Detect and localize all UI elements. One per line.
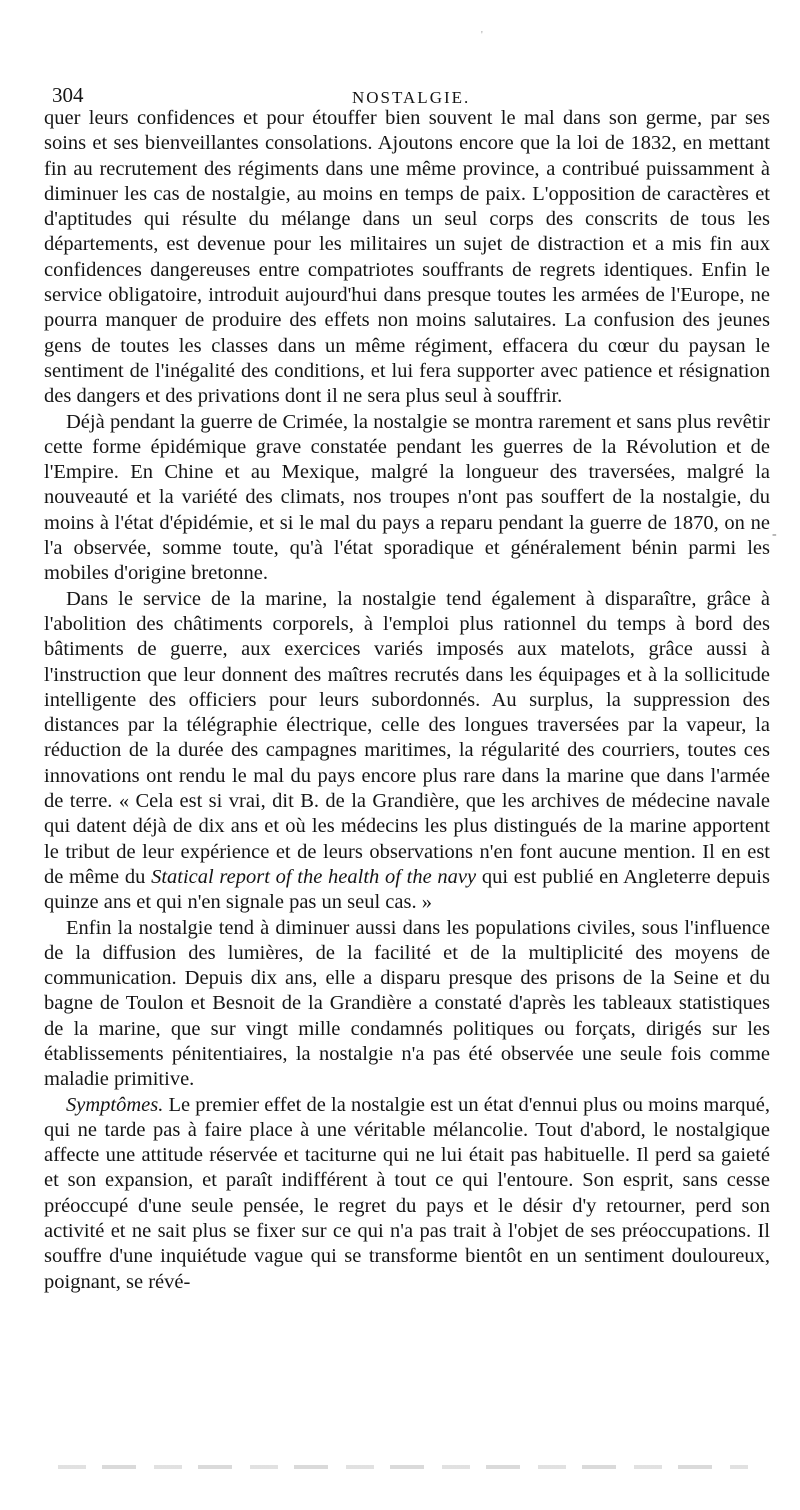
paragraph-continued <box>44 106 770 410</box>
section-lead-symptoms: Symptômes. <box>66 1093 164 1116</box>
running-title: NOSTALGIE. <box>352 88 471 107</box>
margin-mark: - <box>772 527 777 542</box>
paragraph-civil-populations <box>44 916 770 1093</box>
paragraph-text: quer leurs confidences et pour étouffer bien souvent le mal dans son germe, par ses soins et ses bienveillantes consolations. Ajoutons encore que la loi de 1832, en mettant fin au recrutement des régiments dans une même province, a contribué puissamment à diminuer les cas de nostalgie, au moins en temps de paix. L'opposition de caractères et d'aptitudes qui résulte du mélange dans un seul corps des conscrits de tous les départements, est devenue pour les militaires un sujet de distraction et a mis fin aux confidences dangereuses entre compatriotes souffrants de regrets identiques. Enfin le service obligatoire, introduit aujourd'hui dans presque toutes les armées de l'Europe, ne pourra manquer de produire des effets non moins salutaires. La confusion des jeunes gens de toutes les classes dans un même régiment, effacera du cœur du paysan le sentiment de l'inégalité des conditions, et lui fera supporter avec patience et résignation des dangers et des privations dont il ne sera plus seul à souffrir. <box>44 107 770 408</box>
bottom-scan-noise <box>58 1465 748 1469</box>
paragraph-text-before-italic: Dans le service de la marine, la nostalgie tend également à disparaître, grâce à l'abolition des châtiments corporels, à l'emploi plus rationnel du temps à bord des bâtiments de guerre, aux exercices variés imposés aux matelots, grâce aussi à l'instruction que leur donnent des maîtres recrutés dans les équipages et à la sollicitude intelligente des officiers pour leurs subordonnés. Au surplus, la suppression des distances par la télégraphie électrique, celle des longues traversées par la vapeur, la réduction de la durée des campagnes maritimes, la régularité des courriers, toutes ces innovations ont rendu le mal du pays encore plus rare dans la marine que dans l'armée de terre. « Cela est si vrai, dit B. de la Grandière, que les archives de médecine navale qui datent déjà de dix ans et où les médecins les plus distingués de la marine apportent le tribut de leur expérience et de leurs observations n'en font aucune mention. Il en est de même du <box>44 587 770 888</box>
page-number: 304 <box>52 83 84 107</box>
paragraph-crimea <box>44 410 770 587</box>
italic-report-title: Statical report of the health of the navy <box>151 865 477 888</box>
paragraph-marine <box>44 587 770 916</box>
paragraph-text: Enfin la nostalgie tend à diminuer aussi dans les populations civiles, sous l'influence de la diffusion des lumières, de la facilité et de la multiplicité des moyens de communication. Depuis dix ans, elle a disparu presque des prisons de la Seine et du bagne de Toulon et Besnoit de la Grandière a constaté d'après les tableaux statistiques de la marine, que sur vingt mille condamnés politiques ou forçats, dirigés sur les établissements pénitentiaires, la nostalgie n'a pas été observée une seule fois comme maladie primitive. <box>44 916 770 1091</box>
paragraph-symptoms <box>44 1093 770 1295</box>
paragraph-text: Déjà pendant la guerre de Crimée, la nostalgie se montra rarement et sans plus revêtir cette forme épidémique grave constatée pendant les guerres de la Révolution et de l'Empire. En Chine et au Mexique, malgré la longueur des traversées, malgré la nouveauté et la variété des climats, nos troupes n'ont pas souffert de la nostalgie, du moins à l'état d'épidémie, et si le mal du pays a reparu pendant la guerre de 1870, on ne l'a observée, somme toute, qu'à l'état sporadique et généralement bénin parmi les mobiles d'origine bretonne. <box>44 410 770 585</box>
paragraph-text: Le premier effet de la nostalgie est un état d'ennui plus ou moins marqué, qui ne tarde pas à faire place à une véritable mélancolie. Tout d'abord, le nostalgique affecte une attitude réservée et taciturne qui ne lui était pas habituelle. Il perd sa gaieté et son expansion, et paraît indifférent à tout ce qui l'entoure. Son esprit, sans cesse préoccupé d'une seule pensée, le regret du pays et le désir d'y retourner, perd son activité et ne sait plus se fixer sur ce qui n'a pas trait à l'objet de ses préoccupations. Il souffre d'une inquiétude vague qui se transforme bientôt en un sentiment douloureux, poignant, se révé- <box>44 1093 770 1293</box>
body-text <box>44 106 770 1295</box>
paragraph-text-after-italic: qui est publié en Angleterre depuis quinze ans et qui n'en signale pas un seul cas. » <box>44 865 770 914</box>
scan-artifact-mark: ' <box>481 30 483 41</box>
